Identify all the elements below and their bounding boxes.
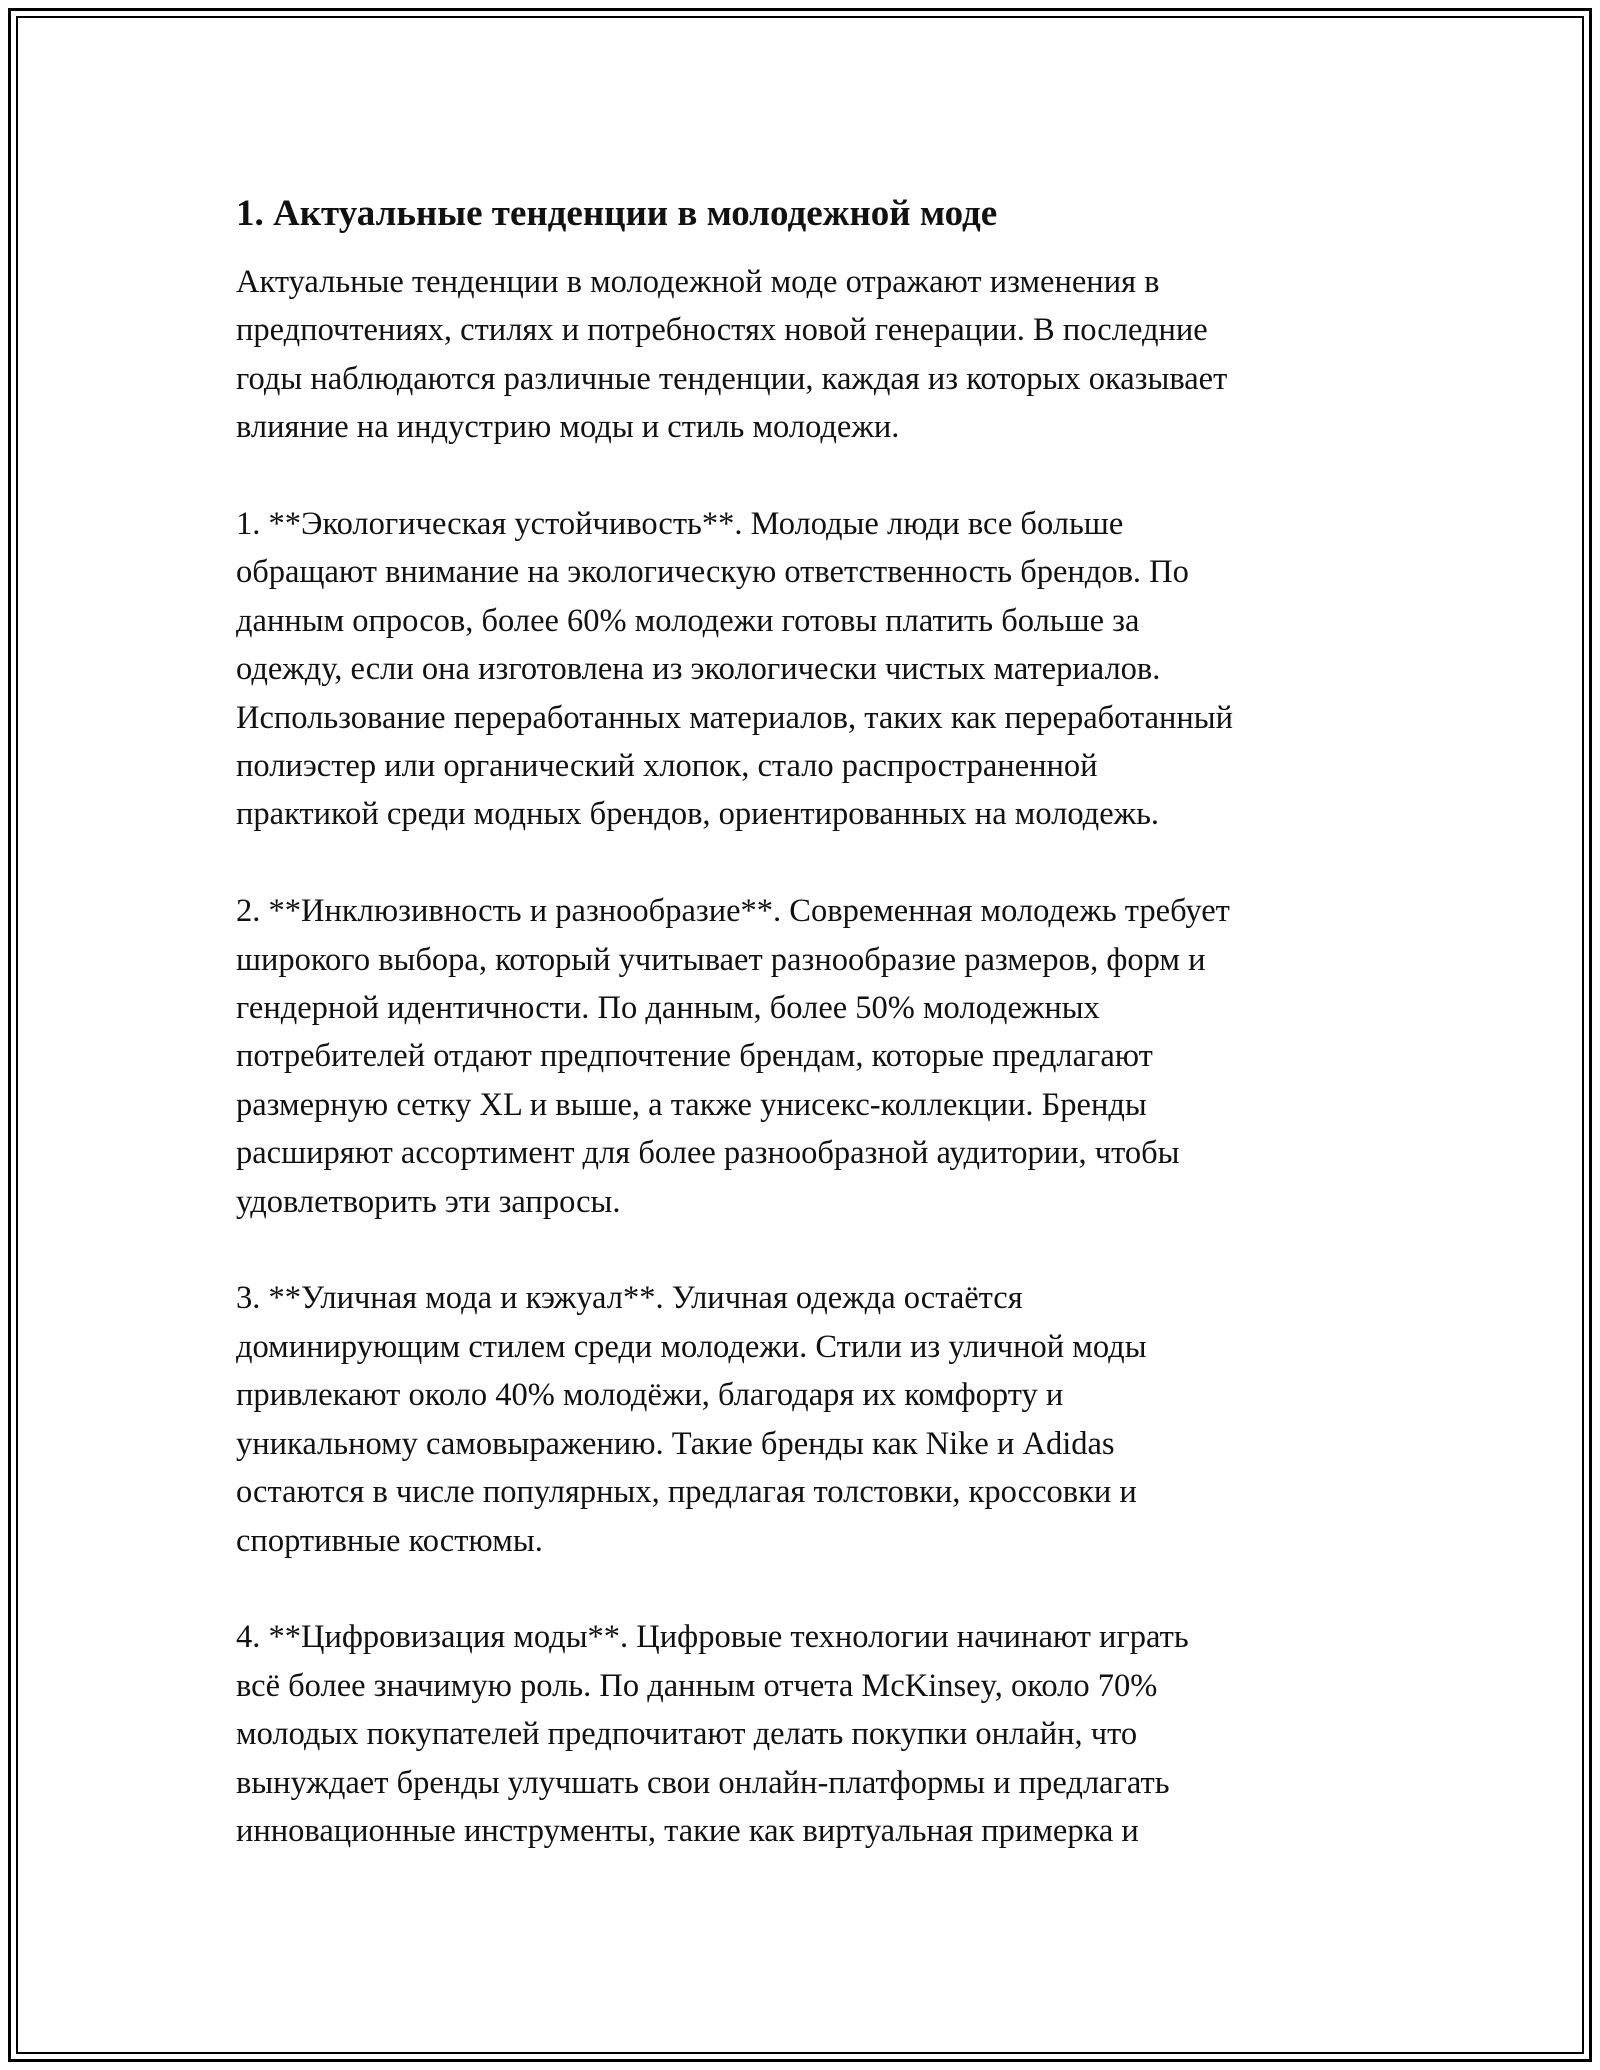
paragraph-inclusivity xyxy=(236,887,1376,1226)
text-line: 4. **Цифровизация моды**. Цифровые технологии начинают играть xyxy=(236,1619,1189,1656)
text-line: данным опросов, более 60% молодежи готовы платить больше за xyxy=(236,602,1140,639)
text-line: привлекают около 40% молодёжи, благодаря их комфорту и xyxy=(236,1377,1064,1414)
text-line: уникальному самовыражению. Такие бренды как Nike и Adidas xyxy=(236,1425,1115,1462)
text-line: всё более значимую роль. По данным отчета McKinsey, около 70% xyxy=(236,1667,1158,1704)
text-line: одежду, если она изготовлена из экологически чистых материалов. xyxy=(236,651,1161,688)
text-line: Использование переработанных материалов, таких как переработанный xyxy=(236,699,1234,736)
intro-paragraph xyxy=(236,258,1376,452)
text-line: размерную сетку XL и выше, а также унисекс-коллекции. Бренды xyxy=(236,1086,1147,1123)
text-line: молодых покупателей предпочитают делать покупки онлайн, что xyxy=(236,1716,1138,1753)
text-line: 1. **Экологическая устойчивость**. Молодые люди все больше xyxy=(236,506,1124,543)
paragraph-streetwear xyxy=(236,1274,1376,1564)
text-line: обращают внимание на экологическую ответственность брендов. По xyxy=(236,554,1189,591)
text-line: остаются в числе популярных, предлагая толстовки, кроссовки и xyxy=(236,1474,1137,1511)
section-heading: 1. Актуальные тенденции в молодежной моде xyxy=(236,193,998,234)
text-line: влияние на индустрию моды и стиль молодежи. xyxy=(236,409,900,446)
text-line: Актуальные тенденции в молодежной моде отражают изменения в xyxy=(236,264,1160,300)
text-line: вынуждает бренды улучшать свои онлайн-платформы и предлагать xyxy=(236,1764,1170,1801)
text-line: инновационные инструменты, такие как виртуальная примерка и xyxy=(236,1812,1139,1849)
paragraph-ecology xyxy=(236,500,1376,839)
text-line: удовлетворить эти запросы. xyxy=(236,1183,621,1220)
text-line: расширяют ассортимент для более разнообразной аудитории, чтобы xyxy=(236,1135,1180,1172)
text-line: 3. **Уличная мода и кэжуал**. Уличная одежда остаётся xyxy=(236,1280,1023,1317)
text-line: полиэстер или органический хлопок, стало распространенной xyxy=(236,748,1098,785)
text-line: спортивные костюмы. xyxy=(236,1522,543,1559)
text-line: годы наблюдаются различные тенденции, каждая из которых оказывает xyxy=(236,360,1228,397)
text-line: доминирующим стилем среди молодежи. Стили из уличной моды xyxy=(236,1328,1147,1365)
text-line: предпочтениях, стилях и потребностях новой генерации. В последние xyxy=(236,312,1208,349)
text-line: широкого выбора, который учитывает разнообразие размеров, форм и xyxy=(236,941,1206,978)
paragraph-digitalization xyxy=(236,1613,1376,1855)
text-line: практикой среди модных брендов, ориентированных на молодежь. xyxy=(236,796,1160,833)
document-body xyxy=(236,188,1376,1904)
text-line: гендерной идентичности. По данным, более 50% молодежных xyxy=(236,990,1100,1027)
text-line: 2. **Инклюзивность и разнообразие**. Современная молодежь требует xyxy=(236,893,1230,930)
text-line: потребителей отдают предпочтение брендам, которые предлагают xyxy=(236,1038,1153,1075)
